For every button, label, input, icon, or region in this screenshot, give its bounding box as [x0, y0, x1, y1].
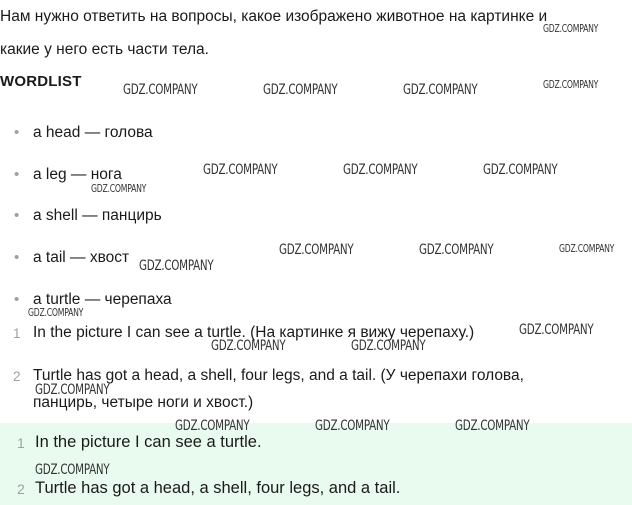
watermark: GDZ.COMPANY [35, 462, 110, 478]
translation-text: In the picture I can see a turtle. (На картинке я вижу черепаху.) [33, 324, 475, 341]
watermark: GDZ.COMPANY [519, 322, 594, 338]
watermark: GDZ.COMPANY [419, 242, 494, 258]
watermark: GDZ.COMPANY [35, 382, 110, 398]
row-number: 2 [13, 369, 21, 384]
intro-line-2: какие у него есть части тела. [0, 41, 209, 58]
watermark: GDZ.COMPANY [139, 258, 214, 274]
watermark: GDZ.COMPANY [543, 23, 599, 35]
watermark: GDZ.COMPANY [91, 183, 147, 195]
row-number: 1 [17, 435, 25, 451]
bullet-icon: • [14, 249, 20, 266]
watermark: GDZ.COMPANY [203, 162, 278, 178]
wordlist-heading: WORDLIST [0, 73, 82, 90]
watermark: GDZ.COMPANY [455, 418, 530, 434]
row-number: 1 [13, 326, 21, 341]
bullet-icon: • [14, 166, 20, 183]
watermark: GDZ.COMPANY [559, 243, 615, 255]
watermark: GDZ.COMPANY [175, 418, 250, 434]
watermark: GDZ.COMPANY [351, 338, 426, 354]
translation-text-continued: панцирь, четыре ноги и хвост.) [33, 394, 254, 411]
watermark: GDZ.COMPANY [343, 162, 418, 178]
watermark: GDZ.COMPANY [211, 338, 286, 354]
watermark: GDZ.COMPANY [263, 82, 338, 98]
intro-line-1: Нам нужно ответить на вопросы, какое изображено животное на картинке и [0, 8, 548, 25]
watermark: GDZ.COMPANY [28, 307, 84, 319]
watermark: GDZ.COMPANY [483, 162, 558, 178]
bullet-icon: • [14, 207, 20, 224]
watermark: GDZ.COMPANY [543, 79, 599, 91]
bullet-icon: • [14, 124, 20, 141]
translation-text: Turtle has got a head, a shell, four legs, and a tail. (У черепахи голова, [33, 367, 524, 384]
bullet-icon: • [14, 291, 20, 308]
answer-box [0, 423, 632, 505]
row-number: 2 [17, 481, 25, 497]
watermark: GDZ.COMPANY [315, 418, 390, 434]
watermark: GDZ.COMPANY [123, 82, 198, 98]
answer-text: In the picture I can see a turtle. [35, 433, 262, 451]
watermark: GDZ.COMPANY [403, 82, 478, 98]
watermark: GDZ.COMPANY [279, 242, 354, 258]
answer-text: Turtle has got a head, a shell, four legs, and a tail. [35, 479, 401, 497]
